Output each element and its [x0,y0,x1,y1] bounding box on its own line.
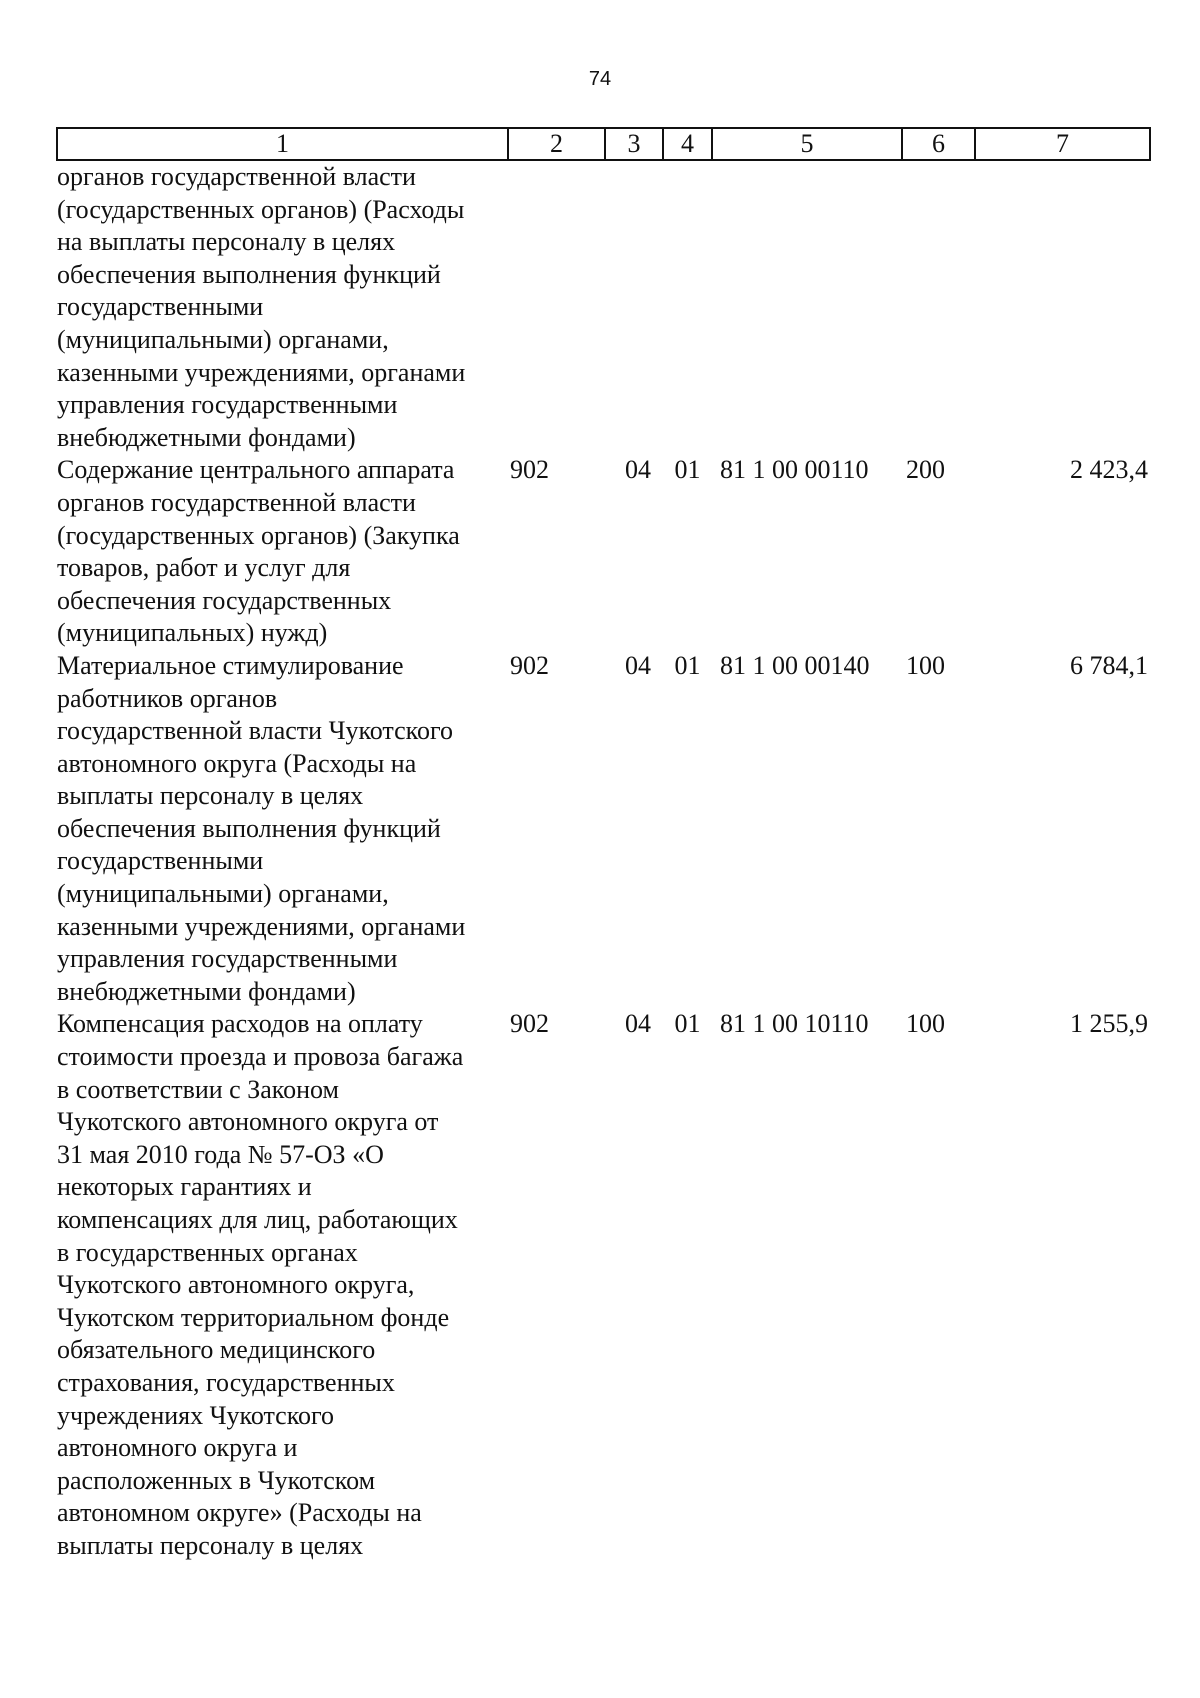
table-row [57,1008,1150,1562]
row-expense-type: 100 [906,1009,945,1039]
header-col-3: 3 [605,128,663,160]
header-col-7: 7 [975,128,1150,160]
page-number: 74 [588,68,612,90]
row-expense-type [902,160,975,454]
row-subsection: 01 [674,455,701,485]
header-col-6: 6 [902,128,975,160]
header-col-2: 2 [508,128,605,160]
row-amount: 6 784,1 [1070,650,1148,680]
budget-table [56,127,1151,1563]
row-ved: 902 [510,455,549,485]
row-description: органов государственной власти (государственных органов) (Расходы на выплаты персоналу в целях обеспечения выполнения функций государственными (муниципальными) органами, казенными учреждениями, органами управления государственными внебюджетными фондами) [57,162,466,452]
row-description: Компенсация расходов на оплату стоимости проезда и провоза багажа в соответствии с Законом Чукотского автономного округа от 31 мая 2010 года № 57-ОЗ «О некоторых гарантиях и компенсациях для лиц, работающих в государственных органах Чукотского автономного округа, Чукотском территориальном фонде обязательного медицинского страхования, государственных учреждениях Чукотского автономного округа и расположенных в Чукотском автономном округе» (Расходы на выплаты персоналу в целях [57,1009,464,1560]
header-col-1: 1 [57,128,508,160]
row-subsection [663,160,712,454]
row-section: 04 [625,650,651,680]
row-section: 04 [625,455,651,485]
row-expense-type: 100 [906,650,945,680]
row-description: Материальное стимулирование работников органов государственной власти Чукотского автономного округа (Расходы на выплаты персоналу в целях обеспечения выполнения функций государственными (муниципальными) органами, казенными учреждениями, органами управления государственными внебюджетными фондами) [57,650,466,1006]
table-row [57,160,1150,454]
row-subsection: 01 [674,650,701,680]
row-target-article [712,160,902,454]
table-row [57,454,1150,650]
row-target-article: 81 1 00 00110 [720,455,869,485]
row-ved: 902 [510,650,549,680]
row-ved: 902 [510,1009,549,1039]
row-amount: 2 423,4 [1070,455,1148,485]
row-ved [508,160,605,454]
row-section [605,160,663,454]
header-row [57,128,1150,160]
row-amount [975,160,1150,454]
row-description: Содержание центрального аппарата органов государственной власти (государственных органов) (Закупка товаров, работ и услуг для обеспечения государственных (муниципальных) нужд) [57,455,460,648]
row-subsection: 01 [674,1009,701,1039]
table-row [57,650,1150,1009]
row-amount: 1 255,9 [1070,1009,1148,1039]
table-header [57,128,1150,160]
row-expense-type: 200 [906,455,945,485]
row-target-article: 81 1 00 10110 [720,1009,869,1039]
header-col-5: 5 [712,128,902,160]
header-col-4: 4 [663,128,712,160]
table-body [57,160,1150,1563]
row-target-article: 81 1 00 00140 [720,650,870,680]
row-section: 04 [625,1009,651,1039]
